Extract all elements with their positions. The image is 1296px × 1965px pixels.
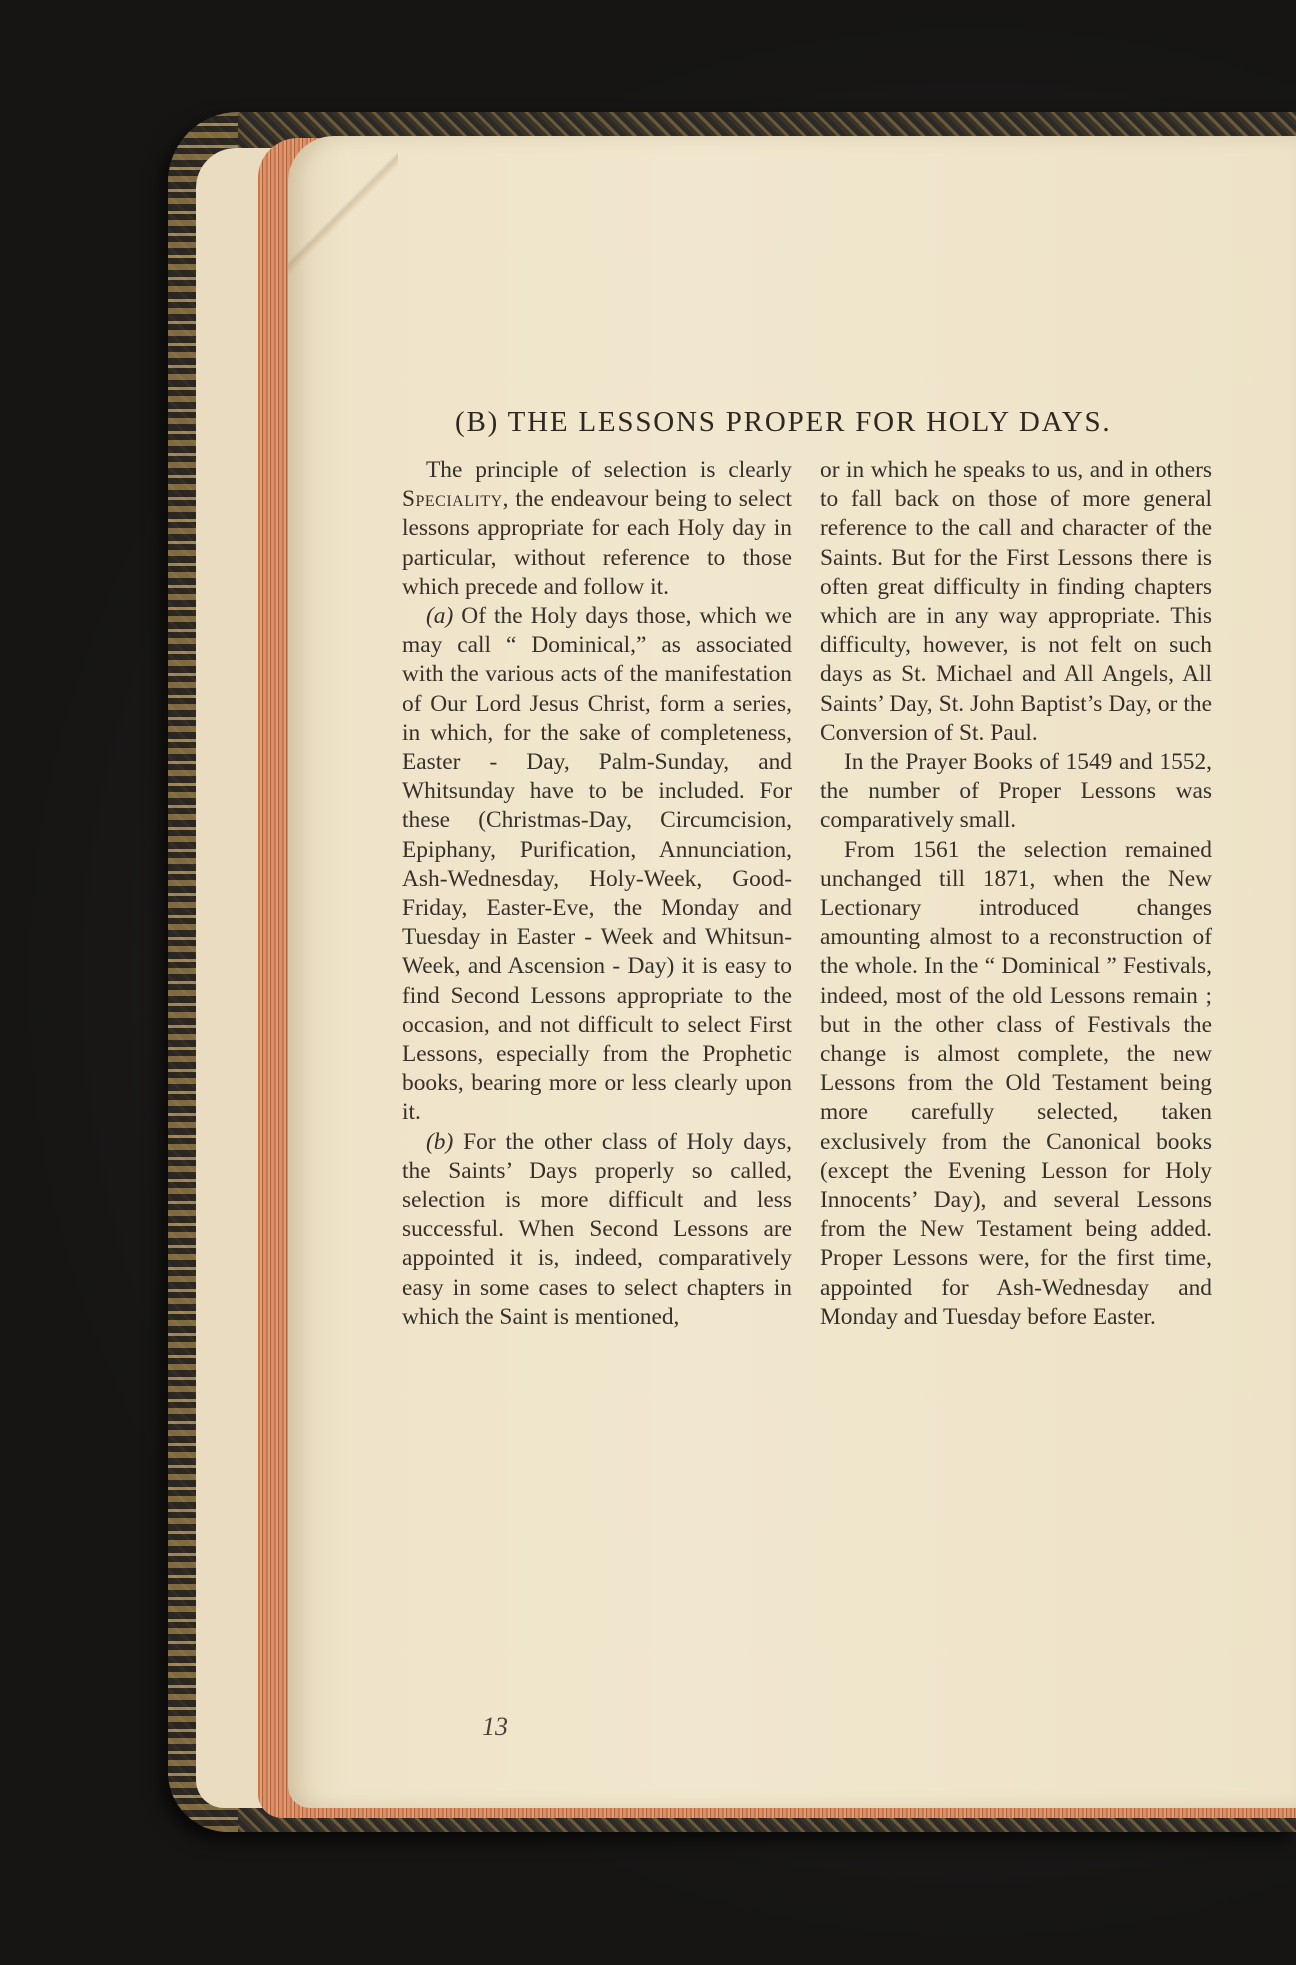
left-paragraph-3: (b) For the other class of Holy days, the Saints’ Days properly so called, selection is more difficult and less successful. When Second Lessons are appointed it is, indeed, comparatively easy in some cases to select chapters in which the Saint is mentioned, <box>402 1128 792 1330</box>
right-paragraph-2: In the Prayer Books of 1549 and 1552, the number of Proper Lessons was comparatively small. <box>820 749 1212 834</box>
speciality-term: Speciality <box>402 486 503 513</box>
right-paragraph-3: From 1561 the selection remained unchanged till 1871, when the New Lectionary introduced changes amounting almost to a reconstruction of the whole. In the “ Dominical ” Festivals, indeed, most of the old Lessons remain ; but in the other class of Festivals the change is almost complete, the new Lessons from the Old Testament being more carefully selected, taken exclusively from the Canonical books (except the Evening Lesson for Holy Innocents’ Day), and several Lessons from the New Testament being added. Proper Lessons were, for the first time, appointed for Ash-Wednesday and Monday and Tuesday before Easter. <box>820 836 1212 1330</box>
page-heading: (B) THE LESSONS PROPER FOR HOLY DAYS. <box>455 406 1112 438</box>
left-column <box>402 456 792 1332</box>
item-marker-b: (b) <box>426 1128 454 1155</box>
page-corner-fold <box>288 136 398 286</box>
right-paragraph-1: or in which he speaks to us, and in others to fall back on those of more general reference to the call and character of the Saints. But for the First Lessons there is often great difficulty in finding chapters which are in any way appropriate. This difficulty, however, is not felt on such days as St. Michael and All Angels, All Saints’ Day, St. John Baptist’s Day, or the Conversion of St. Paul. <box>820 457 1212 746</box>
left-paragraph-1: The principle of selection is clearly Speciality, the endeavour being to select lessons appropriate for each Holy day in particular, without reference to those which precede and follow it. <box>402 457 792 600</box>
right-column <box>820 456 1212 1332</box>
left-paragraph-2: (a) Of the Holy days those, which we may call “ Dominical,” as associated with the various acts of the manifestation of Our Lord Jesus Christ, form a series, in which, for the sake of completeness, Easter - Day, Palm-Sunday, and Whitsunday have to be included. For these (Christmas-Day, Circumcision, Epiphany, Purification, Annunciation, Ash-Wednesday, Holy-Week, Good-Friday, Easter-Eve, the Monday and Tuesday in Easter - Week and Whitsun-Week, and Ascension - Day) it is easy to find Second Lessons appropriate to the occasion, and not difficult to select First Lessons, especially from the Prophetic books, bearing more or less clearly upon it. <box>402 603 792 1126</box>
item-marker-a: (a) <box>426 603 454 630</box>
page-number: 13 <box>482 1712 508 1741</box>
